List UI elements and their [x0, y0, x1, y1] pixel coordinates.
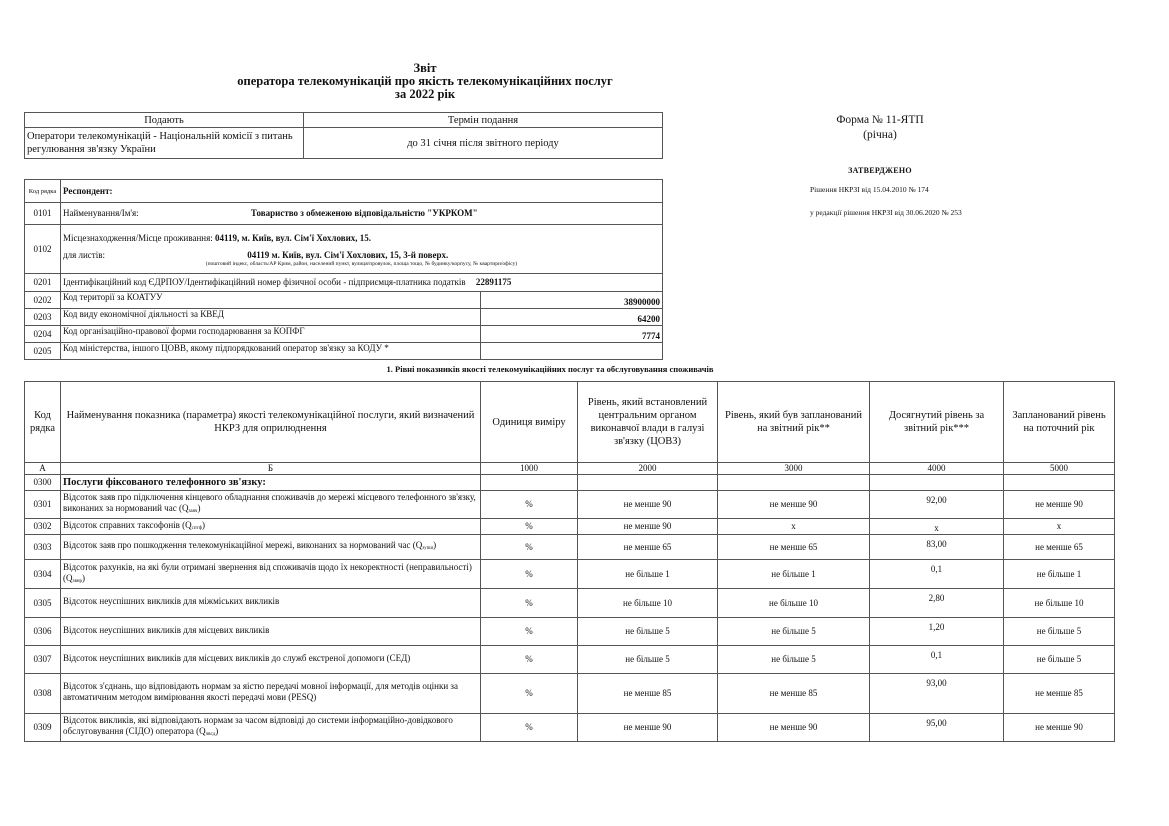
level-planned-current-cell: не менше 65: [1004, 535, 1115, 560]
indicator-subscript: звнр: [72, 578, 83, 584]
indicator-name: [61, 535, 481, 560]
indicator-name: [61, 519, 481, 535]
indicator-row: [25, 646, 1115, 674]
respondent-name-cell: [61, 203, 663, 225]
indicator-name: [61, 618, 481, 646]
approved-label: ЗАТВЕРДЖЕНО: [848, 166, 912, 175]
level-achieved-cell: 2,80: [870, 589, 1004, 618]
level-planned-current-cell: не менше 90: [1004, 491, 1115, 519]
indicator-name-text: Відсоток заяв про підключення кінцевого обладнання споживачів до мережі місцевого телефонного зв'язку, виконаних за нормований час (Q: [63, 492, 476, 513]
indicator-row: [25, 589, 1115, 618]
kodu-value: [481, 343, 663, 360]
group-label: Послуги фіксованого телефонного зв'язку:: [61, 475, 481, 491]
quality-indicators-table: [24, 381, 1115, 742]
level-ctsovz-cell: не менше 90: [578, 519, 718, 535]
edrpou-cell: [61, 274, 663, 292]
empty-cell: [718, 475, 870, 491]
level-planned-current-cell: не більше 1: [1004, 560, 1115, 589]
respondent-row-0202: [25, 292, 663, 309]
indicator-name-text: Відсоток неуспішних викликів для місцевих викликів: [63, 624, 270, 635]
form-period: (річна): [863, 129, 897, 141]
indicator-row: [25, 714, 1115, 742]
mail-address-value: 04119 м. Київ, вул. Сім'ї Хохлових, 15, 3-й поверх.: [247, 250, 449, 260]
row-code: 0205: [25, 343, 61, 360]
row-code: 0304: [25, 560, 61, 589]
unit-cell: %: [481, 646, 578, 674]
respondent-row-0201: [25, 274, 663, 292]
report-title-line1: Звіт: [413, 61, 437, 75]
indicator-name: [61, 674, 481, 714]
indicator-name-tail: ): [197, 503, 201, 513]
level-planned-reporting-cell: не менше 85: [718, 674, 870, 714]
indicator-name-text: Відсоток рахунків, на які були отримані звернення від споживачів щодо їх некоректності (неправильності) (Q: [63, 561, 472, 583]
row-code: 0309: [25, 714, 61, 742]
level-planned-reporting-cell: не менше 90: [718, 714, 870, 742]
level-ctsovz-cell: не більше 5: [578, 618, 718, 646]
row-code: 0300: [25, 475, 61, 491]
respondent-row-0205: [25, 343, 663, 360]
col-code-a: А: [25, 463, 61, 475]
header-3000: Рівень, який був запланований на звітний рік**: [718, 382, 870, 463]
indicator-subscript: зупш: [422, 546, 434, 551]
respondent-code-header: Код рядка: [25, 180, 61, 203]
respondent-table: [24, 179, 663, 360]
col-code-5000: 5000: [1004, 463, 1115, 475]
indicator-row: [25, 618, 1115, 646]
level-ctsovz-cell: не менше 65: [578, 535, 718, 560]
col-code-1000: 1000: [481, 463, 578, 475]
indicator-name-text: Відсоток з'єднань, що відповідають нормам за яістю передачі мовної інформації, для методів оцінки за автоматичним методом вимірювання якості передачі мови (PESQ): [63, 681, 458, 702]
level-achieved-cell: 93,00: [870, 674, 1004, 714]
row-code: 0307: [25, 646, 61, 674]
company-name: Товариство з обмеженою відповідальністю "УКРКОМ": [250, 208, 478, 218]
report-title: [200, 62, 650, 101]
unit-cell: %: [481, 589, 578, 618]
level-planned-reporting-cell: не більше 1: [718, 560, 870, 589]
edrpou-value: 22891175: [475, 277, 512, 287]
col-code-2000: 2000: [578, 463, 718, 475]
address-format-note: (поштовий індекс, область/АР Крим, район, населений пункт, вулиця/провулок, площа тощо, № будинку/корпусу, № квартири/офісу): [205, 261, 518, 267]
level-planned-current-cell: не більше 5: [1004, 618, 1115, 646]
header-name: Найменування показника (параметра) якості телекомунікаційної послуги, який визначений НКРЗ для оприлюднення: [61, 382, 481, 463]
row-code: 0301: [25, 491, 61, 519]
form-number: Форма № 11-ЯТП: [836, 114, 924, 126]
level-planned-reporting-cell: не менше 90: [718, 491, 870, 519]
indicator-name: [61, 491, 481, 519]
kopfg-value: 7774: [481, 326, 663, 343]
unit-cell: %: [481, 535, 578, 560]
row-code: 0204: [25, 326, 61, 343]
submission-header-deadline: Термін подання: [304, 113, 663, 128]
unit-cell: %: [481, 560, 578, 589]
indicator-subscript: заяч: [188, 509, 198, 514]
col-code-b: Б: [61, 463, 481, 475]
level-achieved-cell: 0,1: [870, 646, 1004, 674]
decision-1: Рішення НКРЗІ від 15.04.2010 № 174: [810, 185, 929, 194]
unit-cell: %: [481, 714, 578, 742]
indicator-row: [25, 519, 1115, 535]
decision-2: у редакції рішення НКРЗІ від 30.06.2020 № 253: [810, 208, 962, 217]
row-code: 0203: [25, 309, 61, 326]
group-row-0300: [25, 475, 1115, 491]
kved-label: Код виду економічної діяльності за КВЕД: [61, 309, 481, 326]
submission-deadline: до 31 січня після звітного періоду: [304, 128, 663, 159]
indicator-name: [61, 646, 481, 674]
mail-address-label: для листів:: [63, 250, 105, 260]
indicator-name-text: Відсоток заяв про пошкодження телекомунікаційної мережі, виконаних за нормований час (Q: [63, 540, 423, 550]
report-title-line2: оператора телекомунікацій про якість телекомунікаційних послуг: [237, 74, 613, 88]
header-2000: Рівень, який встановлений центральним органом виконавчої влади в галузі зв'язку (ЦОВЗ): [578, 382, 718, 463]
level-achieved-cell: 0,1: [870, 560, 1004, 589]
unit-cell: %: [481, 519, 578, 535]
level-ctsovz-cell: не менше 90: [578, 714, 718, 742]
row-code: 0308: [25, 674, 61, 714]
kodu-label: Код міністерства, іншого ЦОВВ, якому підпорядкований оператор зв'язку за КОДУ *: [61, 343, 481, 360]
empty-cell: [1004, 475, 1115, 491]
level-planned-current-cell: не більше 10: [1004, 589, 1115, 618]
level-achieved-cell: 92,00: [870, 491, 1004, 519]
indicator-name-text: Відсоток справних таксофонів (Q: [63, 519, 192, 530]
koatuu-value: 38900000: [481, 292, 663, 309]
unit-cell: %: [481, 618, 578, 646]
indicator-name-tail: ): [82, 572, 86, 583]
unit-cell: %: [481, 674, 578, 714]
table-header-row: [25, 382, 1115, 463]
address-cell: [61, 225, 663, 274]
indicator-subscript: сптф: [191, 525, 202, 531]
indicator-name-tail: ): [215, 726, 219, 736]
level-planned-current-cell: не більше 5: [1004, 646, 1115, 674]
respondent-row-0102: [25, 225, 663, 274]
respondent-row-0101: [25, 203, 663, 225]
indicator-name-tail: ): [433, 540, 437, 550]
address-label: Місцезнаходження/Місце проживання:: [63, 233, 213, 243]
indicator-name: [61, 560, 481, 589]
empty-cell: [870, 475, 1004, 491]
indicator-row: [25, 674, 1115, 714]
level-achieved-cell: х: [870, 519, 1004, 535]
level-ctsovz-cell: не більше 10: [578, 589, 718, 618]
indicator-name: [61, 714, 481, 742]
column-codes-row: [25, 463, 1115, 475]
level-planned-reporting-cell: не більше 5: [718, 618, 870, 646]
indicator-row: [25, 491, 1115, 519]
indicator-row: [25, 535, 1115, 560]
unit-cell: %: [481, 491, 578, 519]
level-ctsovz-cell: не більше 5: [578, 646, 718, 674]
row-code: 0302: [25, 519, 61, 535]
level-ctsovz-cell: не менше 90: [578, 491, 718, 519]
row-code: 0303: [25, 535, 61, 560]
row-code: 0102: [25, 225, 61, 274]
indicator-row: [25, 560, 1115, 589]
edrpou-label: Ідентифікаційний код ЄДРПОУ/Ідентифікаційний номер фізичної особи - підприємця-платника податків: [63, 277, 466, 287]
row-code: 0101: [25, 203, 61, 225]
level-planned-current-cell: не менше 90: [1004, 714, 1115, 742]
kved-value: 64200: [481, 309, 663, 326]
koatuu-label: Код території за КОАТУУ: [61, 292, 481, 309]
level-ctsovz-cell: не більше 1: [578, 560, 718, 589]
respondent-label: Респондент:: [61, 180, 663, 203]
submission-header-who: Подають: [25, 113, 304, 128]
header-5000: Запланований рівень на поточний рік: [1004, 382, 1115, 463]
indicator-name-tail: ): [202, 519, 205, 530]
indicator-name-text: Відсоток неуспішних викликів для місцевих викликів до служб екстреної допомоги (СЕД): [63, 652, 411, 663]
indicator-name-text: Відсоток викликів, які відповідають нормам за часом відповіді до системи інформаційно-довідкового обслуговування (СІДО) оператора (Q: [63, 715, 453, 736]
header-code: Код рядка: [25, 382, 61, 463]
indicator-subscript: чвсд: [205, 732, 216, 737]
level-achieved-cell: 1,20: [870, 618, 1004, 646]
col-code-4000: 4000: [870, 463, 1004, 475]
kopfg-label: Код організаційно-правової форми господарювання за КОПФГ: [61, 326, 481, 343]
submission-who: Оператори телекомунікацій - Національній комісії з питань регулювання зв'язку України: [25, 128, 304, 159]
level-achieved-cell: 83,00: [870, 535, 1004, 560]
indicator-name-text: Відсоток неуспішних викликів для міжміських викликів: [63, 596, 280, 606]
col-code-3000: 3000: [718, 463, 870, 475]
indicator-name: [61, 589, 481, 618]
level-planned-reporting-cell: не більше 5: [718, 646, 870, 674]
form-info: [780, 113, 980, 143]
row-code: 0305: [25, 589, 61, 618]
level-achieved-cell: 95,00: [870, 714, 1004, 742]
level-planned-reporting-cell: не більше 10: [718, 589, 870, 618]
address-value: 04119, м. Київ, вул. Сім'ї Хохлових, 15.: [214, 233, 372, 243]
level-planned-current-cell: не менше 85: [1004, 674, 1115, 714]
row-code: 0306: [25, 618, 61, 646]
name-label: Найменування/Ім'я:: [63, 208, 139, 218]
level-planned-reporting-cell: не менше 65: [718, 535, 870, 560]
report-title-line3: за 2022 рік: [394, 87, 456, 101]
empty-cell: [578, 475, 718, 491]
submission-table: [24, 112, 663, 159]
level-planned-current-cell: х: [1004, 519, 1115, 535]
header-unit: Одиниця виміру: [481, 382, 578, 463]
level-planned-reporting-cell: х: [718, 519, 870, 535]
level-ctsovz-cell: не менше 85: [578, 674, 718, 714]
row-code: 0201: [25, 274, 61, 292]
header-4000: Досягнутий рівень за звітний рік***: [870, 382, 1004, 463]
respondent-row-0204: [25, 326, 663, 343]
section-title: 1. Рівні показників якості телекомунікаційних послуг та обслуговування споживачів: [386, 364, 714, 374]
row-code: 0202: [25, 292, 61, 309]
respondent-row-0203: [25, 309, 663, 326]
empty-cell: [481, 475, 578, 491]
